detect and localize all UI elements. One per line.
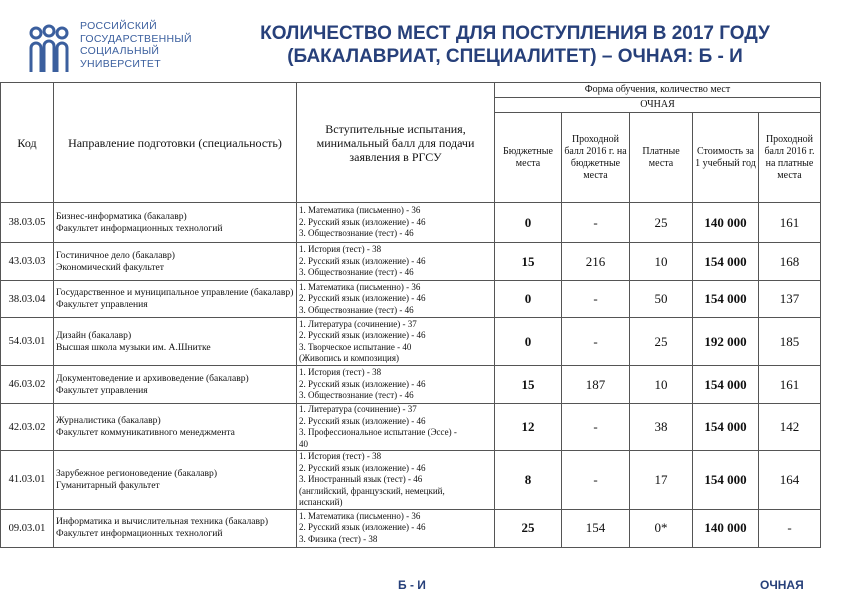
row-paid: 0*: [630, 509, 693, 547]
table-row: [1, 318, 821, 366]
exam-line: 1. Литература (сочинение) - 37: [299, 404, 417, 414]
row-pass-budget: -: [562, 318, 630, 366]
header-pass-budget: Проходной балл 2016 г. на бюджетные места: [562, 113, 630, 203]
title-line-1: КОЛИЧЕСТВО МЕСТ ДЛЯ ПОСТУПЛЕНИЯ В 2017 ГОДУ: [260, 23, 770, 44]
row-code: 09.03.01: [1, 509, 54, 547]
row-code: 42.03.02: [1, 404, 54, 451]
direction-name: Гостиничное дело (бакалавр): [56, 249, 176, 261]
header-paid: Платные места: [630, 113, 693, 203]
exam-line: 2. Русский язык (изложение) - 46: [299, 415, 426, 426]
row-code: 54.03.01: [1, 318, 54, 366]
exam-line: 1. История (тест) - 38: [299, 367, 382, 378]
row-exams: [297, 404, 495, 451]
row-budget: 15: [495, 366, 562, 404]
table-row: [1, 243, 821, 281]
table-row: [1, 404, 821, 451]
row-pass-paid: -: [759, 509, 821, 547]
exam-line: 40: [299, 438, 308, 449]
header-budget: Бюджетные места: [495, 113, 562, 203]
row-cost: 154 000: [693, 281, 759, 318]
logo-people-icon: [26, 24, 72, 76]
row-pass-paid: 161: [759, 203, 821, 243]
exam-line: 2. Русский язык (изложение) - 46: [299, 330, 426, 340]
exam-line: 1. История (тест) - 38: [299, 451, 382, 461]
row-pass-budget: 154: [562, 509, 630, 547]
exam-line: 2. Русский язык (изложение) - 46: [299, 378, 426, 389]
row-budget: 12: [495, 404, 562, 451]
faculty-name: Гуманитарный факультет: [56, 479, 160, 491]
row-pass-paid: 137: [759, 281, 821, 318]
faculty-name: Факультет управления: [56, 384, 148, 396]
exam-line: 3. Обществознание (тест) - 46: [299, 267, 414, 278]
row-pass-budget: -: [562, 404, 630, 451]
table-row: [1, 366, 821, 404]
exam-line: 3. Физика (тест) - 38: [299, 533, 378, 544]
row-paid: 50: [630, 281, 693, 318]
row-exams: [297, 281, 495, 318]
row-paid: 38: [630, 404, 693, 451]
admissions-table: [0, 82, 821, 548]
exam-line: 2. Русский язык (изложение) - 46: [299, 216, 426, 227]
exam-line: 2. Русский язык (изложение) - 46: [299, 255, 426, 266]
logo-line: СОЦИАЛЬНЫЙ: [80, 45, 160, 57]
row-budget: 0: [495, 281, 562, 318]
direction-name: Государственное и муниципальное управление (бакалавр): [56, 287, 294, 298]
footer-right: ОЧНАЯ: [760, 578, 804, 592]
row-direction: [54, 404, 297, 451]
exam-line: 1. Математика (письменно) - 36: [299, 205, 421, 216]
faculty-name: Факультет информационных технологий: [56, 528, 223, 539]
direction-name: Бизнес-информатика (бакалавр): [56, 210, 187, 222]
exam-line: 3. Обществознание (тест) - 46: [299, 304, 414, 315]
exam-line: 1. Математика (письменно) - 36: [299, 281, 421, 292]
row-exams: [297, 243, 495, 281]
row-cost: 140 000: [693, 203, 759, 243]
row-budget: 25: [495, 509, 562, 547]
row-cost: 154 000: [693, 243, 759, 281]
footer-left: Б - И: [398, 578, 426, 592]
direction-name: Журналистика (бакалавр): [56, 415, 161, 426]
header-form-type: ОЧНАЯ: [495, 98, 821, 113]
logo-text: [80, 20, 192, 70]
row-pass-budget: -: [562, 451, 630, 510]
table-row: [1, 509, 821, 547]
exam-line: 1. История (тест) - 38: [299, 244, 382, 255]
header-pass-paid: Проходной балл 2016 г. на платные места: [759, 113, 821, 203]
row-paid: 10: [630, 366, 693, 404]
row-code: 46.03.02: [1, 366, 54, 404]
faculty-name: Экономический факультет: [56, 261, 164, 273]
row-cost: 154 000: [693, 451, 759, 510]
header-direction: Направление подготовки (специальность): [54, 83, 297, 203]
row-direction: [54, 366, 297, 404]
exam-line: (Живопись и композиция): [299, 353, 400, 363]
row-budget: 0: [495, 318, 562, 366]
header-exams: Вступительные испытания, минимальный балл для подачи заявления в РГСУ: [297, 83, 495, 203]
exam-line: 3. Профессиональное испытание (Эссе) -: [299, 427, 457, 437]
row-pass-budget: 216: [562, 243, 630, 281]
row-budget: 8: [495, 451, 562, 510]
row-direction: [54, 318, 297, 366]
row-pass-budget: 187: [562, 366, 630, 404]
row-exams: [297, 203, 495, 243]
exam-line: испанский): [299, 497, 343, 507]
row-pass-paid: 168: [759, 243, 821, 281]
row-direction: [54, 243, 297, 281]
row-budget: 0: [495, 203, 562, 243]
faculty-name: Факультет коммуникативного менеджмента: [56, 427, 235, 438]
faculty-name: Факультет управления: [56, 299, 148, 310]
exam-line: 3. Обществознание (тест) - 46: [299, 390, 414, 401]
exam-line: 3. Творческое испытание - 40: [299, 341, 412, 352]
row-code: 41.03.01: [1, 451, 54, 510]
row-cost: 154 000: [693, 366, 759, 404]
row-cost: 154 000: [693, 404, 759, 451]
row-exams: [297, 318, 495, 366]
header-code: Код: [1, 83, 54, 203]
row-pass-budget: -: [562, 281, 630, 318]
row-direction: [54, 451, 297, 510]
row-direction: [54, 203, 297, 243]
row-exams: [297, 509, 495, 547]
row-pass-paid: 164: [759, 451, 821, 510]
faculty-name: Высшая школа музыки им. А.Шнитке: [56, 341, 211, 353]
direction-name: Документоведение и архивоведение (бакалавр): [56, 372, 249, 384]
exam-line: 1. Литература (сочинение) - 37: [299, 318, 417, 329]
logo-line: ГОСУДАРСТВЕННЫЙ: [80, 32, 192, 45]
logo-line: РОССИЙСКИЙ: [80, 20, 157, 32]
row-cost: 192 000: [693, 318, 759, 366]
row-paid: 17: [630, 451, 693, 510]
direction-name: Информатика и вычислительная техника (бакалавр): [56, 516, 269, 527]
logo-line: УНИВЕРСИТЕТ: [80, 57, 161, 70]
row-code: 38.03.04: [1, 281, 54, 318]
row-cost: 140 000: [693, 509, 759, 547]
exam-line: 2. Русский язык (изложение) - 46: [299, 522, 426, 533]
table-row: [1, 281, 821, 318]
exam-line: 3. Обществознание (тест) - 46: [299, 228, 414, 239]
row-exams: [297, 366, 495, 404]
table-row: [1, 203, 821, 243]
row-code: 43.03.03: [1, 243, 54, 281]
exam-line: 1. Математика (письменно) - 36: [299, 510, 421, 521]
title-line-2: (БАКАЛАВРИАТ, СПЕЦИАЛИТЕТ) – ОЧНАЯ: Б - И: [287, 46, 743, 67]
row-pass-paid: 161: [759, 366, 821, 404]
row-paid: 10: [630, 243, 693, 281]
header-form: Форма обучения, количество мест: [495, 83, 821, 98]
row-paid: 25: [630, 203, 693, 243]
exam-line: (английский, французский, немецкий,: [299, 485, 445, 496]
direction-name: Зарубежное регионоведение (бакалавр): [56, 467, 218, 479]
exam-line: 2. Русский язык (изложение) - 46: [299, 293, 426, 304]
row-direction: [54, 281, 297, 318]
row-pass-paid: 185: [759, 318, 821, 366]
row-pass-paid: 142: [759, 404, 821, 451]
row-direction: [54, 509, 297, 547]
row-pass-budget: -: [562, 203, 630, 243]
exam-line: 2. Русский язык (изложение) - 46: [299, 462, 426, 473]
header-cost: Стоимость за 1 учебный год: [693, 113, 759, 203]
exam-line: 3. Иностранный язык (тест) - 46: [299, 474, 423, 484]
page-title: [200, 22, 830, 68]
row-budget: 15: [495, 243, 562, 281]
university-logo: [26, 18, 196, 84]
table-row: [1, 451, 821, 510]
row-code: 38.03.05: [1, 203, 54, 243]
direction-name: Дизайн (бакалавр): [56, 329, 132, 341]
row-exams: [297, 451, 495, 510]
faculty-name: Факультет информационных технологий: [56, 222, 223, 234]
row-paid: 25: [630, 318, 693, 366]
